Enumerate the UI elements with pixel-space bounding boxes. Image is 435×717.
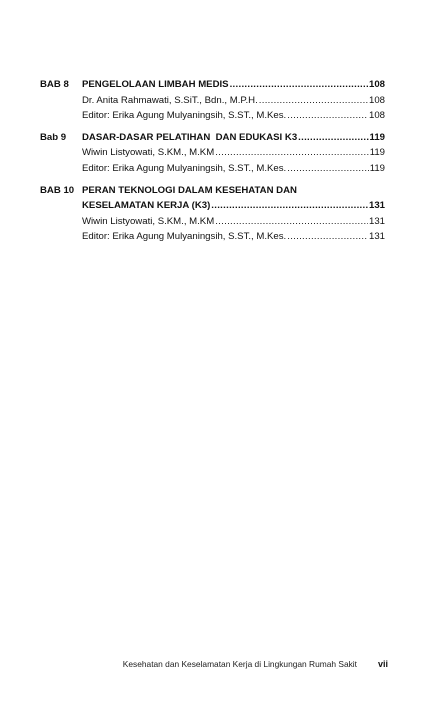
footer-page-number: vii — [378, 659, 389, 669]
toc-entry-page: 119 — [369, 147, 385, 159]
dot-leader — [211, 198, 368, 214]
toc-entry-text: DASAR-DASAR PELATIHAN DAN EDUKASI K3 — [82, 131, 298, 143]
dot-leader — [215, 214, 368, 230]
toc-entry-page: 108 — [368, 79, 385, 90]
table-of-contents — [40, 77, 385, 251]
chapter-label: Bab 9 — [40, 131, 67, 143]
dot-leader — [259, 93, 368, 109]
toc-entry-author — [82, 214, 385, 230]
toc-entry-title — [82, 77, 385, 93]
toc-chapter-9 — [40, 130, 385, 177]
toc-entry-text: Editor: Erika Agung Mulyaningsih, S.ST., M.Kes. — [82, 110, 287, 122]
toc-chapter-10 — [40, 183, 385, 245]
toc-entry-text: Editor: Erika Agung Mulyaningsih, S.ST., M.Kes. — [82, 231, 287, 243]
dot-leader — [287, 161, 368, 177]
toc-entry-editor — [82, 161, 385, 177]
chapter-entries — [82, 130, 385, 177]
toc-entry-text: Wiwin Listyowati, S.KM., M.KM — [82, 215, 215, 227]
chapter-entries — [82, 77, 385, 124]
toc-entry-text: KESELAMATAN KERJA (K3) — [82, 200, 211, 212]
toc-entry-page: 108 — [368, 94, 385, 106]
toc-entry-page: 119 — [369, 131, 385, 143]
toc-entry-editor — [82, 108, 385, 124]
toc-entry-page: 119 — [369, 162, 385, 174]
toc-entry-text: Editor: Erika Agung Mulyaningsih, S.ST., M.Kes. — [82, 162, 287, 174]
toc-entry-page: 131 — [368, 231, 385, 243]
toc-entry-text: PENGELOLAAN LIMBAH MEDIS — [82, 79, 229, 90]
toc-entry-title-line-2 — [82, 198, 385, 214]
dot-leader — [287, 108, 368, 124]
dot-leader — [287, 229, 368, 245]
footer-book-title: Kesehatan dan Keselamatan Kerja di Lingkungan Rumah Sakit — [122, 659, 357, 669]
dot-leader — [230, 77, 368, 93]
toc-entry-title — [82, 130, 385, 146]
toc-entry-page: 108 — [368, 110, 385, 122]
toc-entry-author — [82, 93, 385, 109]
toc-entry-page: 131 — [368, 215, 385, 227]
chapter-entries — [82, 183, 385, 245]
chapter-label: BAB 10 — [40, 184, 75, 196]
toc-entry-text: Dr. Anita Rahmawati, S.SiT., Bdn., M.P.H. — [82, 94, 258, 106]
toc-entry-editor — [82, 229, 385, 245]
chapter-label: BAB 8 — [40, 79, 69, 90]
toc-entry-text: Wiwin Listyowati, S.KM., M.KM — [82, 147, 215, 159]
toc-chapter-8 — [40, 77, 385, 124]
toc-entry-page: 131 — [368, 200, 385, 212]
toc-entry-title-line-1 — [82, 183, 385, 199]
toc-entry-text: PERAN TEKNOLOGI DALAM KESEHATAN DAN — [82, 184, 297, 196]
dot-leader — [298, 130, 368, 146]
dot-leader — [215, 145, 369, 161]
toc-entry-author — [82, 145, 385, 161]
